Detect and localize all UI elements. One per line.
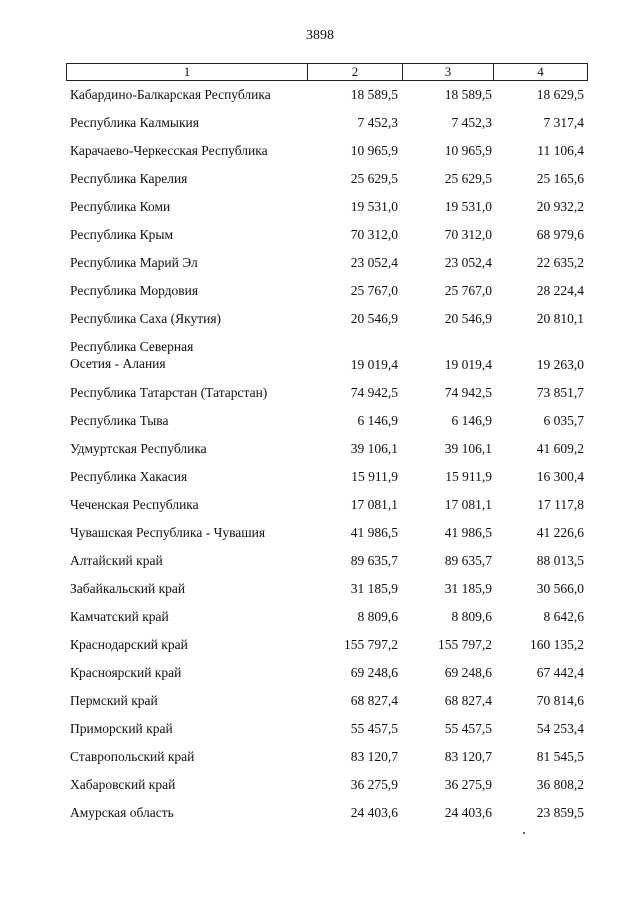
- region-name-line-2: Осетия - Алания: [70, 356, 166, 371]
- region-name: Амурская область: [70, 805, 174, 820]
- column-header-3: 3: [403, 64, 494, 80]
- table-row: [70, 282, 590, 310]
- value-col-4: 22 635,2: [536, 255, 584, 270]
- table-row: [70, 384, 590, 412]
- table-row: [70, 170, 590, 198]
- value-col-3: 39 106,1: [444, 441, 492, 456]
- table-row: [70, 338, 590, 384]
- value-col-3: 19 019,4: [444, 357, 492, 372]
- region-name: Республика Хакасия: [70, 469, 188, 484]
- region-name: Чеченская Республика: [70, 497, 199, 512]
- table-row: [70, 310, 590, 338]
- value-col-4: 54 253,4: [536, 721, 584, 736]
- value-col-2: 41 986,5: [350, 525, 398, 540]
- value-col-4: 20 932,2: [536, 199, 584, 214]
- table-row: [70, 254, 590, 282]
- value-col-4: 30 566,0: [536, 581, 584, 596]
- table-row: [70, 608, 590, 636]
- value-col-4: 28 224,4: [536, 283, 584, 298]
- value-col-4: 81 545,5: [536, 749, 584, 764]
- value-col-4: 7 317,4: [543, 115, 584, 130]
- region-name: Республика Калмыкия: [70, 115, 199, 130]
- value-col-2: 31 185,9: [350, 581, 398, 596]
- region-name: Алтайский край: [70, 553, 163, 568]
- table-row: [70, 468, 590, 496]
- value-col-4: 67 442,4: [536, 665, 584, 680]
- value-col-4: 41 609,2: [536, 441, 584, 456]
- table-row: [70, 636, 590, 664]
- column-header-1: 1: [67, 64, 308, 80]
- value-col-3: 36 275,9: [444, 777, 492, 792]
- value-col-4: 23 859,5: [536, 805, 584, 820]
- value-col-2: 23 052,4: [350, 255, 398, 270]
- table-row: [70, 412, 590, 440]
- value-col-2: 15 911,9: [351, 469, 398, 484]
- table-row: [70, 142, 590, 170]
- value-col-3: 55 457,5: [444, 721, 492, 736]
- value-col-4: 19 263,0: [536, 357, 584, 372]
- value-col-4: 17 117,8: [537, 497, 584, 512]
- table-row: [70, 114, 590, 142]
- value-col-3: 70 312,0: [444, 227, 492, 242]
- value-col-4: 160 135,2: [530, 637, 584, 652]
- value-col-2: 19 531,0: [350, 199, 398, 214]
- value-col-3: 83 120,7: [444, 749, 492, 764]
- region-name: Хабаровский край: [70, 777, 176, 792]
- value-col-4: 16 300,4: [536, 469, 584, 484]
- value-col-2: 25 629,5: [350, 171, 398, 186]
- value-col-2: 70 312,0: [350, 227, 398, 242]
- value-col-2: 155 797,2: [344, 637, 398, 652]
- value-col-4: 11 106,4: [537, 143, 584, 158]
- region-name: Республика Мордовия: [70, 283, 199, 298]
- value-col-2: 74 942,5: [350, 385, 398, 400]
- region-name-line-1: Республика Северная: [70, 339, 194, 354]
- region-name: Пермский край: [70, 693, 158, 708]
- value-col-2: 25 767,0: [350, 283, 398, 298]
- region-name: Республика Татарстан (Татарстан): [70, 385, 268, 400]
- table-row: [70, 776, 590, 804]
- region-name: Камчатский край: [70, 609, 169, 624]
- value-col-3: 17 081,1: [444, 497, 492, 512]
- table-row: [70, 198, 590, 226]
- table-row: [70, 720, 590, 748]
- table-row: [70, 86, 590, 114]
- region-name: Удмуртская Республика: [70, 441, 207, 456]
- column-header-2: 2: [308, 64, 403, 80]
- value-col-2: 18 589,5: [350, 87, 398, 102]
- value-col-2: 8 809,6: [357, 609, 398, 624]
- value-col-2: 89 635,7: [350, 553, 398, 568]
- table-row: [70, 440, 590, 468]
- table-row: [70, 664, 590, 692]
- value-col-4: 6 035,7: [543, 413, 584, 428]
- column-header-4: 4: [537, 64, 544, 79]
- value-col-4: 68 979,6: [536, 227, 584, 242]
- value-col-3: 6 146,9: [451, 413, 492, 428]
- value-col-3: 31 185,9: [444, 581, 492, 596]
- table-row: [70, 552, 590, 580]
- value-col-3: 15 911,9: [445, 469, 492, 484]
- region-name: Красноярский край: [70, 665, 182, 680]
- table-row: [70, 524, 590, 552]
- value-col-2: 69 248,6: [350, 665, 398, 680]
- value-col-4: 25 165,6: [536, 171, 584, 186]
- value-col-3: 155 797,2: [438, 637, 492, 652]
- region-name: Приморский край: [70, 721, 173, 736]
- table-row: [70, 804, 590, 832]
- value-col-3: 23 052,4: [444, 255, 492, 270]
- region-name: Республика Коми: [70, 199, 171, 214]
- value-col-3: 25 767,0: [444, 283, 492, 298]
- value-col-2: 10 965,9: [350, 143, 398, 158]
- value-col-2: 20 546,9: [350, 311, 398, 326]
- value-col-3: 69 248,6: [444, 665, 492, 680]
- page-number: 3898: [306, 28, 334, 43]
- region-name: [70, 338, 320, 372]
- region-name: Кабардино-Балкарская Республика: [70, 87, 271, 102]
- table-header: [66, 63, 588, 81]
- table-row: [70, 496, 590, 524]
- table-row: [70, 692, 590, 720]
- value-col-3: 7 452,3: [451, 115, 492, 130]
- value-col-3: 89 635,7: [444, 553, 492, 568]
- value-col-3: 68 827,4: [444, 693, 492, 708]
- table-row: [70, 226, 590, 254]
- value-col-3: 19 531,0: [444, 199, 492, 214]
- value-col-3: 18 589,5: [444, 87, 492, 102]
- value-col-3: 8 809,6: [451, 609, 492, 624]
- value-col-4: 41 226,6: [536, 525, 584, 540]
- value-col-3: 10 965,9: [444, 143, 492, 158]
- value-col-2: 24 403,6: [350, 805, 398, 820]
- region-name: Чувашская Республика - Чувашия: [70, 525, 266, 540]
- region-name: Республика Тыва: [70, 413, 169, 428]
- value-col-2: 6 146,9: [357, 413, 398, 428]
- region-name: Карачаево-Черкесская Республика: [70, 143, 268, 158]
- value-col-3: 41 986,5: [444, 525, 492, 540]
- region-name: Республика Карелия: [70, 171, 188, 186]
- value-col-2: 68 827,4: [350, 693, 398, 708]
- value-col-4: 70 814,6: [536, 693, 584, 708]
- value-col-4: 73 851,7: [536, 385, 584, 400]
- value-col-3: 20 546,9: [444, 311, 492, 326]
- value-col-4: 36 808,2: [536, 777, 584, 792]
- value-col-4: 88 013,5: [536, 553, 584, 568]
- table-row: [70, 748, 590, 776]
- region-name: Республика Марий Эл: [70, 255, 198, 270]
- table-row: [70, 580, 590, 608]
- value-col-4: 8 642,6: [543, 609, 584, 624]
- value-col-2: 17 081,1: [350, 497, 398, 512]
- region-name: Республика Крым: [70, 227, 174, 242]
- value-col-3: 25 629,5: [444, 171, 492, 186]
- region-name: Республика Саха (Якутия): [70, 311, 222, 326]
- value-col-2: 36 275,9: [350, 777, 398, 792]
- value-col-2: 39 106,1: [350, 441, 398, 456]
- scan-speck: [523, 832, 525, 834]
- region-name: Ставропольский край: [70, 749, 195, 764]
- value-col-2: 19 019,4: [350, 357, 398, 372]
- value-col-4: 18 629,5: [536, 87, 584, 102]
- value-col-2: 83 120,7: [350, 749, 398, 764]
- value-col-3: 74 942,5: [444, 385, 492, 400]
- region-name: Забайкальский край: [70, 581, 186, 596]
- value-col-3: 24 403,6: [444, 805, 492, 820]
- value-col-2: 55 457,5: [350, 721, 398, 736]
- value-col-2: 7 452,3: [357, 115, 398, 130]
- region-name: Краснодарский край: [70, 637, 188, 652]
- value-col-4: 20 810,1: [536, 311, 584, 326]
- table-body: [70, 86, 590, 832]
